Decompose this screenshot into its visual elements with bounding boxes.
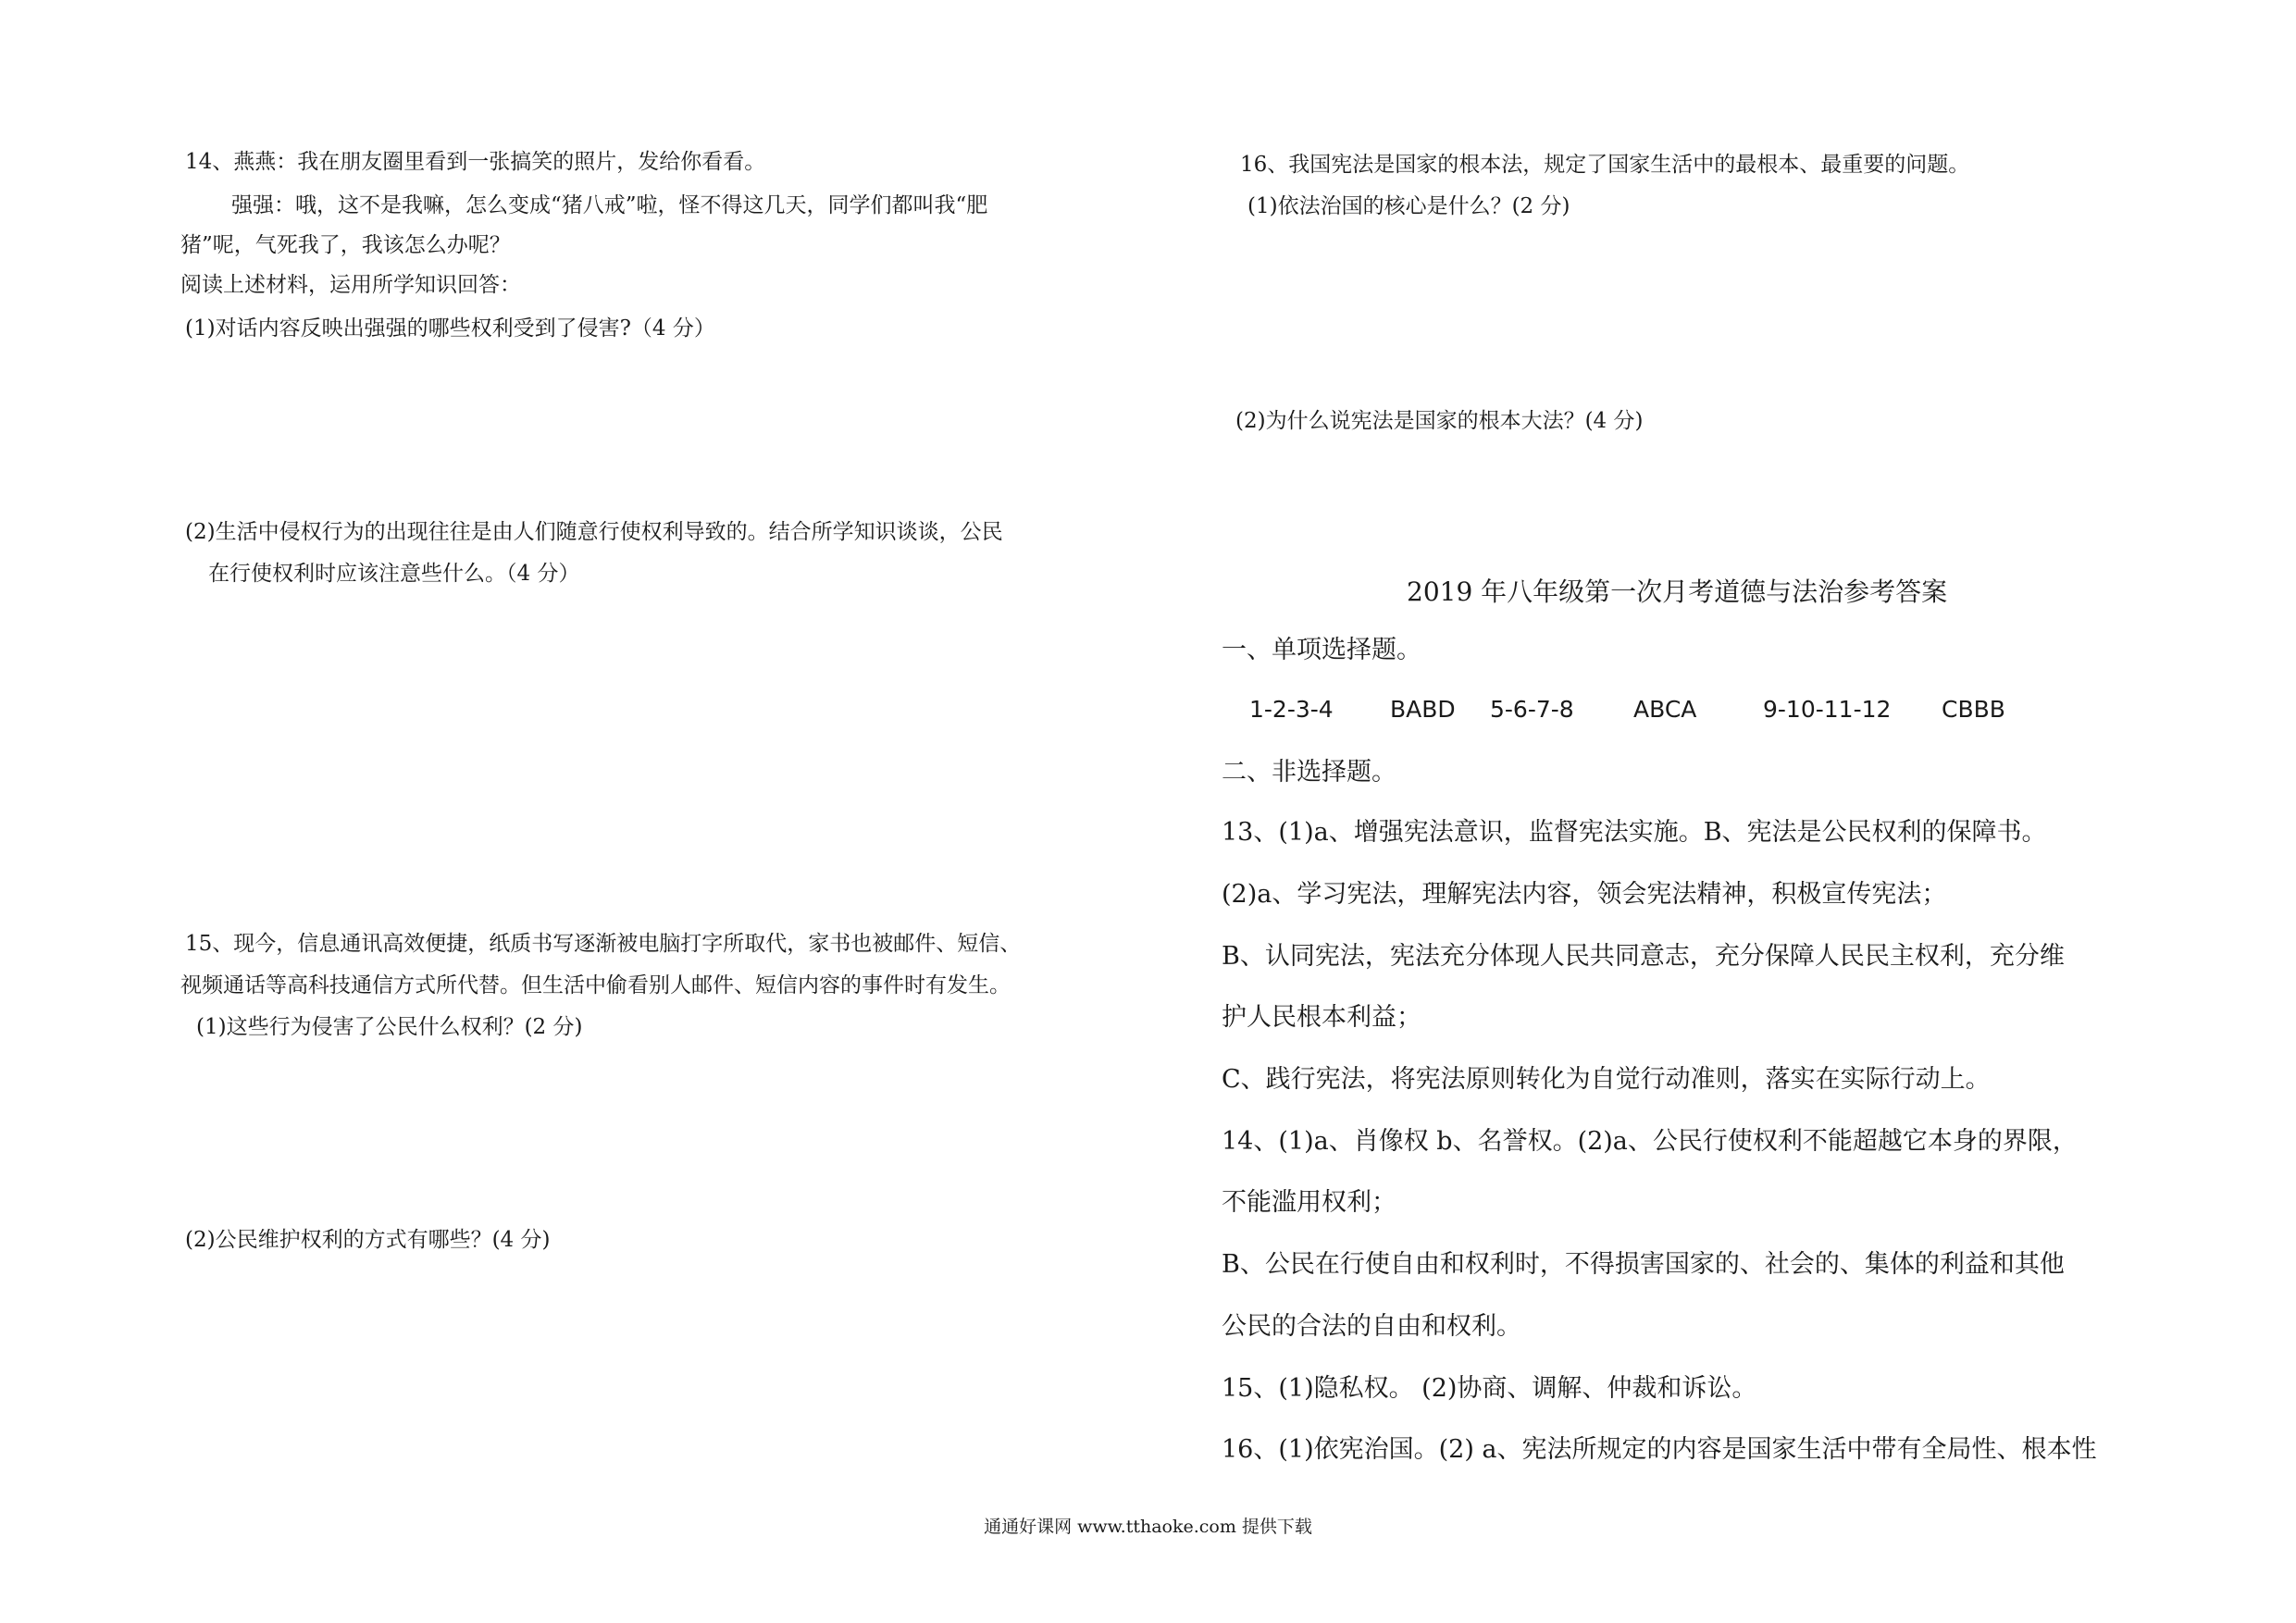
answer-line: 护人民根本利益； <box>1222 1003 1421 1032</box>
q14-dialogue-cont: 猪”呢，气死我了，我该怎么办呢？ <box>180 233 511 257</box>
choice-answers-2: ABCA <box>1633 696 1697 723</box>
choice-answer-row <box>1222 696 2156 727</box>
q16-sub2: (2)为什么说宪法是国家的根本大法？(4 分) <box>1235 409 1644 433</box>
answer-line: 16、(1)依宪治国。(2) a、宪法所规定的内容是国家生活中带有全局性、根本性 <box>1222 1435 2097 1464</box>
choice-range-3: 9-10-11-12 <box>1763 696 1892 723</box>
q15-intro-cont: 视频通话等高科技通信方式所代替。但生活中偷看别人邮件、短信内容的事件时有发生。 <box>180 973 1011 997</box>
answer-line: C、践行宪法，将宪法原则转化为自觉行动准则，落实在实际行动上。 <box>1222 1065 1991 1094</box>
q14-intro: 14、燕燕：我在朋友圈里看到一张搞笑的照片，发给你看看。 <box>185 150 766 174</box>
q16-intro: 16、我国宪法是国家的根本法，规定了国家生活中的最根本、最重要的问题。 <box>1240 153 1970 177</box>
answer-title: 2019 年八年级第一次月考道德与法治参考答案 <box>1407 576 1948 607</box>
choice-answers-1: BABD <box>1390 696 1456 723</box>
answer-line: 不能滥用权利； <box>1222 1188 1396 1217</box>
q15-sub1: (1)这些行为侵害了公民什么权利？(2 分) <box>196 1015 583 1039</box>
q14-instruction: 阅读上述材料，运用所学知识回答： <box>180 273 521 297</box>
choice-range-1: 1-2-3-4 <box>1249 696 1334 723</box>
answer-line: 15、(1)隐私权。 (2)协商、调解、仲裁和诉讼。 <box>1222 1374 1757 1403</box>
q16-sub1: (1)依法治国的核心是什么？(2 分) <box>1247 194 1570 218</box>
q14-sub2: (2)生活中侵权行为的出现往往是由人们随意行使权利导致的。结合所学知识谈谈，公民 <box>185 520 1003 544</box>
answer-line: (2)a、学习宪法，理解宪法内容，领会宪法精神，积极宣传宪法； <box>1222 880 1947 909</box>
q14-sub1: (1)对话内容反映出强强的哪些权利受到了侵害?（4 分） <box>185 316 715 341</box>
answer-line: B、认同宪法，宪法充分体现人民共同意志，充分保障人民民主权利，充分维 <box>1222 942 2065 971</box>
q14-dialogue: 强强：哦，这不是我嘛，怎么变成“猪八戒”啦，怪不得这几天，同学们都叫我“肥 <box>231 193 988 217</box>
q14-sub2-cont: 在行使权利时应该注意些什么。（4 分） <box>208 562 580 586</box>
choice-range-2: 5-6-7-8 <box>1490 696 1574 723</box>
q15-intro: 15、现今，信息通讯高效便捷，纸质书写逐渐被电脑打字所取代，家书也被邮件、短信、 <box>185 932 1022 956</box>
answer-line: 14、(1)a、肖像权 b、名誉权。(2)a、公民行使权利不能超越它本身的界限， <box>1222 1127 2078 1156</box>
answer-line: 13、(1)a、增强宪法意识，监督宪法实施。B、宪法是公民权利的保障书。 <box>1222 818 2047 847</box>
choice-answers-3: CBBB <box>1942 696 2005 723</box>
answer-line: 公民的合法的自由和权利。 <box>1222 1312 1521 1341</box>
q15-sub2: (2)公民维护权利的方式有哪些？(4 分) <box>185 1228 551 1252</box>
answer-line: B、公民在行使自由和权利时，不得损害国家的、社会的、集体的利益和其他 <box>1222 1250 2065 1279</box>
footer-source: 通通好课网 www.tthaoke.com 提供下载 <box>984 1517 1312 1537</box>
section-1-heading: 一、单项选择题。 <box>1222 636 1421 664</box>
section-2-heading: 二、非选择题。 <box>1222 758 1396 787</box>
